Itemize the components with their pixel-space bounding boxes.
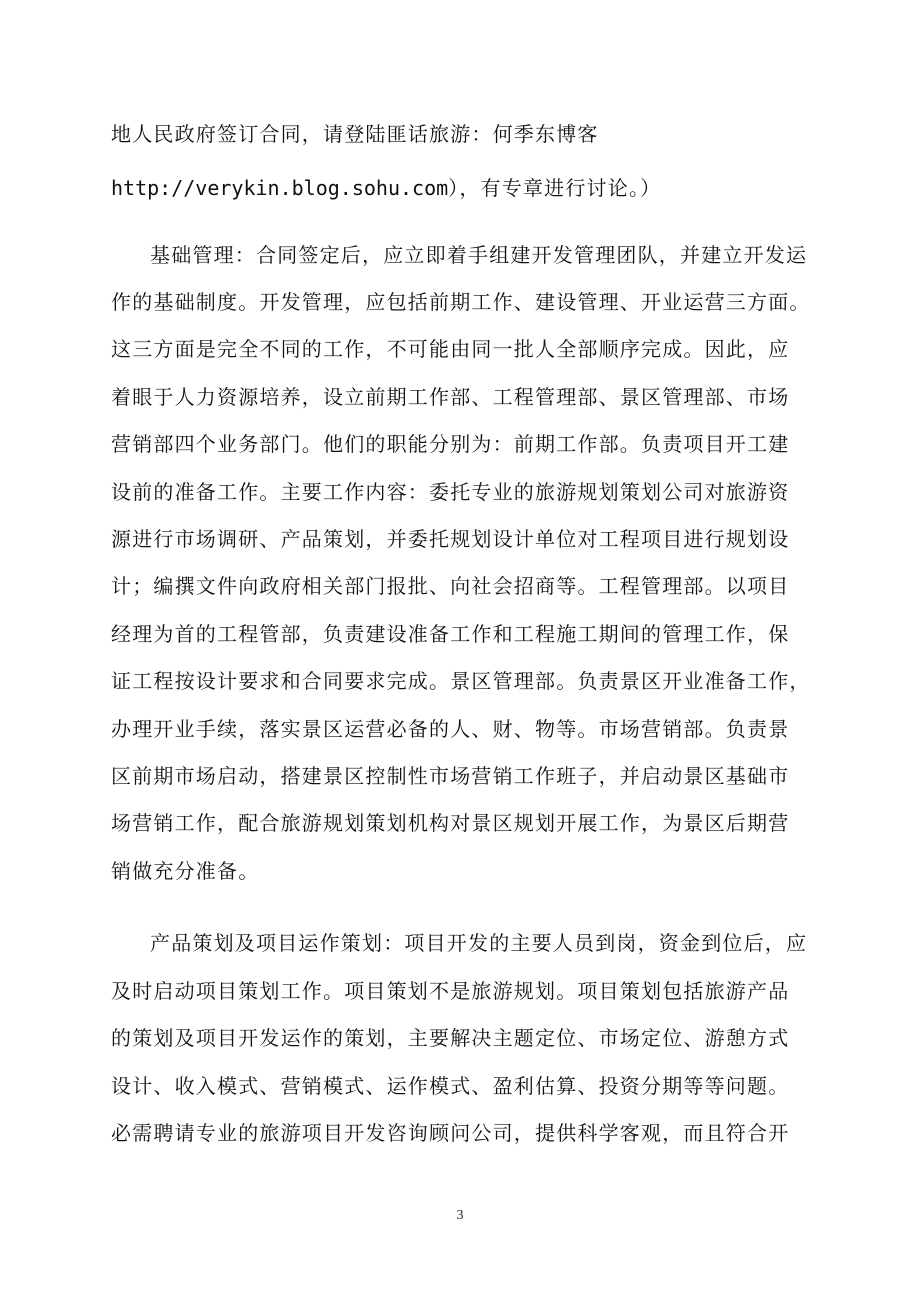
text-line: 证工程按设计要求和合同要求完成。景区管理部。负责景区开业准备工作， — [111, 669, 811, 693]
text-line: 源进行市场调研、产品策划，并委托规划设计单位对工程项目进行规划设 — [111, 527, 790, 551]
paragraph-first-line: 基础管理：合同签定后，应立即着手组建开发管理团队，并建立开发运 — [150, 243, 808, 267]
text-line: 办理开业手续，落实景区运营必备的人、财、物等。市场营销部。负责景 — [111, 717, 790, 741]
text-line: 及时启动项目策划工作。项目策划不是旅游规划。项目策划包括旅游产品 — [111, 979, 790, 1003]
text-line: 经理为首的工程管部，负责建设准备工作和工程施工期间的管理工作，保 — [111, 622, 790, 646]
text-line: 区前期市场启动，搭建景区控制性市场营销工作班子，并启动景区基础市 — [111, 764, 790, 788]
text-line: 营销部四个业务部门。他们的职能分别为：前期工作部。负责项目开工建 — [111, 432, 790, 456]
text-line: 设计、收入模式、营销模式、运作模式、盈利估算、投资分期等等问题。 — [111, 1074, 790, 1098]
text-line-url — [111, 175, 661, 201]
text-line: 地人民政府签订合同，请登陆匪话旅游：何季东博客 — [111, 122, 599, 146]
page-number: 3 — [456, 1208, 464, 1223]
text-line: 设前的准备工作。主要工作内容：委托专业的旅游规划策划公司对旅游资 — [111, 480, 790, 504]
text-line: 的策划及项目开发运作的策划，主要解决主题定位、市场定位、游憩方式 — [111, 1026, 790, 1050]
text-line: 销做充分准备。 — [111, 859, 260, 883]
text-line: 作的基础制度。开发管理，应包括前期工作、建设管理、开业运营三方面。 — [111, 290, 811, 314]
text-line: 这三方面是完全不同的工作，不可能由同一批人全部顺序完成。因此，应 — [111, 337, 790, 361]
text-line: 必需聘请专业的旅游项目开发咨询顾问公司，提供科学客观，而且符合开 — [111, 1121, 790, 1145]
text-fragment: ），有专章进行讨论。） — [448, 176, 662, 200]
blog-url: http://verykin.blog.sohu.com — [111, 176, 449, 200]
text-line: 计；编撰文件向政府相关部门报批、向社会招商等。工程管理部。以项目 — [111, 574, 790, 598]
text-line: 着眼于人力资源培养，设立前期工作部、工程管理部、景区管理部、市场 — [111, 385, 790, 409]
text-line: 场营销工作，配合旅游规划策划机构对景区规划开展工作，为景区后期营 — [111, 811, 790, 835]
paragraph-first-line: 产品策划及项目运作策划：项目开发的主要人员到岗，资金到位后，应 — [150, 931, 808, 955]
